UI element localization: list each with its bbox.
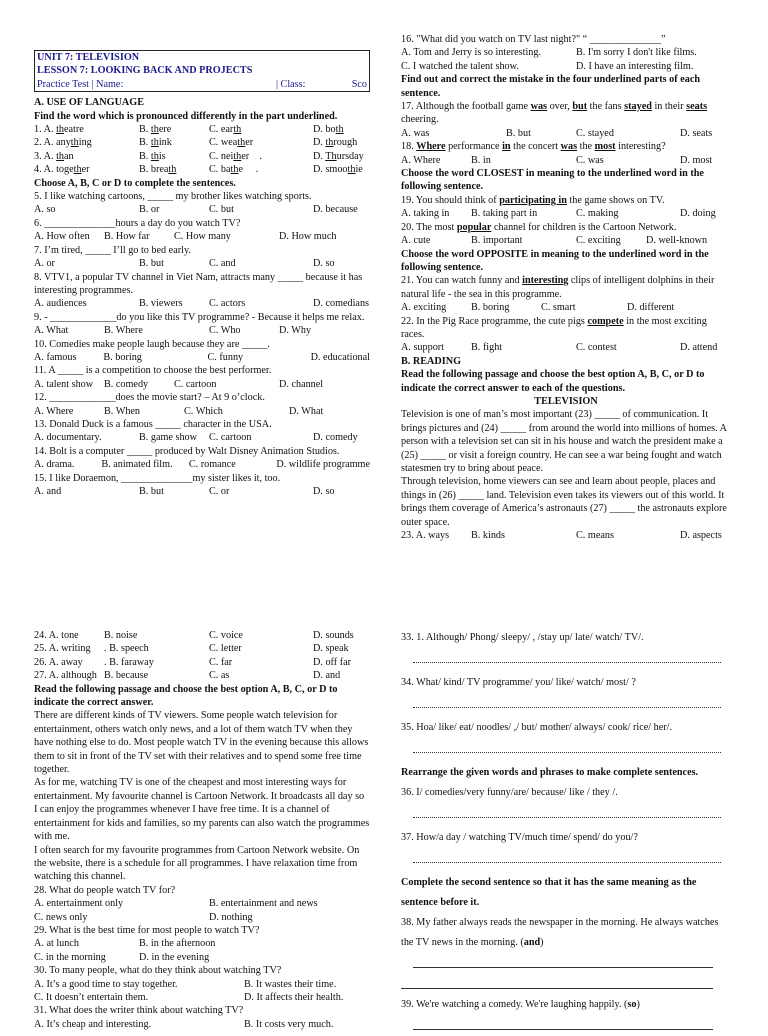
unit-title: UNIT 7: TELEVISION: [37, 52, 140, 63]
option-b[interactable]: B. taking part in: [471, 208, 538, 220]
option-d[interactable]: D. How much: [279, 231, 337, 243]
option-b[interactable]: B. viewers: [139, 298, 183, 310]
option-c[interactable]: C. neither .: [209, 150, 262, 162]
q30-opts-1: [34, 978, 370, 991]
q22-opts: [401, 341, 731, 354]
option-c[interactable]: C. funny: [207, 351, 244, 363]
option-d[interactable]: D. Why: [279, 325, 312, 337]
cloze-options: [34, 629, 370, 683]
question-stem: 10. Comedies make people laugh because they are _____.: [34, 338, 270, 350]
passage-paragraph-2: Through television, home viewers can see and learn about people, places and things in (26) _____ land. Television even takes its viewers out of this world. It brings them coverage of America’s astronauts (27) _____ the astronauts explore outer space.: [401, 476, 727, 528]
option-a[interactable]: A. entertainment only: [34, 898, 124, 910]
cloze-question-options: [34, 642, 370, 655]
option-a[interactable]: A. support: [401, 342, 445, 354]
option-b[interactable]: B. kinds: [471, 530, 505, 542]
option-a[interactable]: 23. A. ways: [401, 530, 450, 542]
option-a[interactable]: A. documentary.: [34, 432, 102, 444]
option-b[interactable]: B. It costs very much.: [244, 1018, 334, 1030]
q29-opts-1: [34, 937, 370, 950]
option-a[interactable]: 4. A. together: [34, 164, 90, 176]
question-2: [34, 136, 370, 149]
option-c[interactable]: C. earth: [209, 124, 242, 136]
question-stem: 5. I like watching cartoons, _____ my brother likes watching sports.: [34, 191, 312, 203]
question-stem: 6. ______________hours a day do you watch TV?: [34, 217, 241, 229]
q17-stem: 17. Although the football game was over, but the fans stayed in their seats cheering.: [401, 101, 708, 126]
option-c[interactable]: C. news only: [34, 911, 88, 923]
column-3: [34, 629, 370, 1031]
pronunciation-questions: [34, 123, 370, 177]
option-d[interactable]: D. I have an interesting film.: [576, 60, 694, 72]
q18-stem: 18. Where performance in the concert was the most interesting?: [401, 141, 666, 153]
option-c[interactable]: C. as: [209, 670, 230, 682]
option-a[interactable]: A. How often: [34, 231, 90, 243]
mistake-instruction: Find out and correct the mistake in the four underlined parts of each sentence.: [401, 74, 701, 99]
option-c[interactable]: C. smart: [541, 302, 576, 314]
option-a[interactable]: A. or: [34, 258, 55, 270]
option-d[interactable]: D. educational: [310, 351, 370, 363]
option-c[interactable]: C. actors: [209, 298, 246, 310]
option-b[interactable]: B. important: [471, 235, 523, 247]
option-a[interactable]: A. Tom and Jerry is so interesting.: [401, 47, 542, 59]
question-options: [34, 431, 370, 444]
passage2-paragraph-1: There are different kinds of TV viewers. Some people watch television for entertainment, others watch only news, and a lot of them watch TV when they have nothing else to do. Most people watch TV in the evening because this allows them to sit in front of the TV set with their relatives and to spend some free time together.: [34, 710, 369, 776]
reading-instruction: Read the following passage and choose the best option A, B, C, or D to indicate the correct answer to each of the questions.: [401, 369, 705, 394]
option-a[interactable]: A. taking in: [401, 208, 450, 220]
mc-instruction: Choose A, B, C or D to complete the sentences.: [34, 177, 236, 189]
option-b[interactable]: B. It wastes their time.: [244, 978, 337, 990]
option-d[interactable]: D. different: [627, 302, 675, 314]
option-d[interactable]: D. sounds: [313, 630, 354, 641]
option-b[interactable]: B. comedy: [104, 378, 149, 390]
q20-opts: [401, 234, 731, 247]
question-options: [34, 324, 370, 337]
closest-instruction: Choose the word CLOSEST in meaning to the underlined word in the following sentence.: [401, 168, 704, 193]
option-b[interactable]: . B. faraway: [104, 656, 154, 668]
option-d[interactable]: D. in the evening: [139, 951, 210, 963]
option-a[interactable]: 26. A. away: [34, 656, 83, 668]
column-4: [401, 628, 731, 1036]
option-b[interactable]: . B. speech: [104, 643, 149, 655]
q33-prompt: 33. 1. Although/ Phong/ sleepy/ , /stay up/ late/ watch/ TV/.: [401, 632, 644, 643]
option-c[interactable]: C. romance: [188, 459, 236, 471]
option-a[interactable]: A. audiences: [34, 298, 87, 310]
option-d[interactable]: D. and: [313, 670, 341, 682]
option-a[interactable]: A. talent show: [34, 378, 94, 390]
passage2-paragraph-3: I often search for my favourite programmes from Cartoon Network website. On the website, there is a schedule for all programmes. I have relaxation time from watching this channel.: [34, 844, 360, 883]
q20-stem: 20. The most popular channel for children is the Cartoon Network.: [401, 221, 677, 233]
question-options: [34, 458, 370, 471]
answer-line-39[interactable]: [413, 1015, 713, 1030]
option-d[interactable]: D. doing: [680, 208, 716, 220]
option-d[interactable]: D. so: [313, 258, 335, 270]
lesson-title: LESSON 7: LOOKING BACK AND PROJECTS: [37, 65, 253, 77]
answer-line-38a[interactable]: [413, 953, 713, 968]
option-b[interactable]: B. but: [506, 127, 531, 139]
option-b[interactable]: B. How far: [104, 231, 150, 243]
option-d[interactable]: D. most: [680, 154, 713, 166]
option-d[interactable]: D. through: [313, 137, 358, 149]
q37-prompt: 37. How/a day / watching TV/much time/ spend/ do you/?: [401, 832, 638, 843]
option-b[interactable]: B. think: [139, 137, 172, 149]
question-options: [34, 230, 370, 243]
question-options: [34, 203, 370, 216]
option-c[interactable]: C. How many: [174, 231, 231, 243]
option-c[interactable]: C. It doesn’t entertain them.: [34, 991, 149, 1003]
option-d[interactable]: D. comedians: [313, 298, 370, 310]
option-b[interactable]: B. but: [139, 486, 164, 497]
option-c[interactable]: C. stayed: [576, 127, 614, 139]
option-c[interactable]: C. means: [576, 530, 614, 542]
option-c[interactable]: C. contest: [576, 342, 617, 354]
question-options: [34, 297, 370, 310]
question-stem: 14. Bolt is a computer _____ produced by Walt Disney Animation Studios.: [34, 445, 340, 457]
passage2-paragraph-2: As for me, watching TV is one of the cheapest and most interesting ways for entertainment. My favourite channel is Cartoon Network. It broadcasts all day so I can enjoy the programmes whenever I have free time. It is a channel of entertainment for kids and families, so my parents can also watch the programmes with me.: [34, 777, 370, 843]
option-c[interactable]: C. in the morning: [34, 951, 106, 963]
option-d[interactable]: D. both: [313, 124, 344, 136]
option-d[interactable]: D. comedy: [313, 432, 358, 444]
option-a[interactable]: 2. A. anything: [34, 137, 92, 149]
q16-opts-1: [401, 46, 731, 59]
option-d[interactable]: D. attend: [680, 342, 718, 354]
complete-instruction: Complete the second sentence so that it has the same meaning as the sentence before it.: [401, 877, 697, 908]
option-d[interactable]: D. smoothie: [313, 164, 363, 176]
option-b[interactable]: B. Where: [104, 325, 143, 337]
option-b[interactable]: B. boring: [471, 302, 510, 314]
answer-line-35[interactable]: [413, 738, 721, 753]
q16-opts-2: [401, 60, 731, 73]
option-b[interactable]: B. When: [104, 405, 141, 417]
q21-opts: [401, 301, 731, 314]
question-stem: 8. VTV1, a popular TV channel in Viet Nam, attracts many _____ because it has interesting programmes.: [34, 271, 363, 296]
option-c[interactable]: C. making: [576, 208, 619, 220]
option-a[interactable]: A. drama.: [34, 459, 75, 471]
answer-line-36[interactable]: [413, 803, 721, 818]
option-a[interactable]: 25. A. writing: [34, 643, 91, 655]
question-stem: 13. Donald Duck is a famous _____ character in the USA.: [34, 418, 272, 430]
option-c[interactable]: C. Who: [209, 325, 241, 337]
cloze-question-options: [34, 656, 370, 669]
question-options: [34, 485, 370, 498]
option-b[interactable]: B. entertainment and news: [209, 898, 318, 910]
option-d[interactable]: D. seats: [680, 127, 713, 139]
pronunciation-instruction: Find the word which is pronounced differently in the part underlined.: [34, 110, 338, 122]
opposite-instruction: Choose the word OPPOSITE in meaning to the underlined word in the following sentence.: [401, 248, 709, 273]
q21-stem: 21. You can watch funny and interesting clips of intelligent dolphins in their natural life - the sea in this programme.: [401, 275, 715, 300]
option-b[interactable]: B. this: [139, 150, 166, 162]
q28-opts-2: [34, 911, 370, 924]
option-b[interactable]: B. there: [139, 124, 172, 136]
option-a[interactable]: A. so: [34, 204, 56, 216]
q29-opts-2: [34, 951, 370, 964]
option-c[interactable]: C. voice: [209, 630, 243, 641]
option-c[interactable]: C. exciting: [576, 235, 621, 247]
option-a[interactable]: A. Where: [401, 154, 441, 166]
option-c[interactable]: C. I watched the talent show.: [401, 60, 519, 72]
q23-opts: [401, 529, 731, 542]
option-a[interactable]: A. Where: [34, 405, 74, 417]
option-a[interactable]: A. famous: [34, 351, 77, 363]
q22-stem: 22. In the Pig Race programme, the cute pigs compete in the most exciting races.: [401, 315, 707, 340]
option-b[interactable]: B. noise: [104, 630, 138, 641]
option-c[interactable]: C. weather: [209, 137, 254, 149]
option-d[interactable]: D. nothing: [209, 911, 253, 923]
option-a[interactable]: A. It’s a good time to stay together.: [34, 978, 178, 990]
option-b[interactable]: B. I'm sorry I don't like films.: [576, 47, 697, 59]
option-b[interactable]: B. or: [139, 204, 160, 216]
option-d[interactable]: D. What: [289, 405, 324, 417]
option-c[interactable]: C. or: [209, 486, 230, 497]
q39-prompt: 39. We're watching a comedy. We're laughing happily. (so): [401, 999, 640, 1010]
rearrange-instruction: Rearrange the given words and phrases to make complete sentences.: [401, 767, 699, 778]
column-1: [34, 50, 370, 498]
header-box: [34, 50, 370, 92]
option-d[interactable]: D. It affects their health.: [244, 991, 344, 1003]
question-options: [34, 405, 370, 418]
q18-opts: [401, 154, 731, 167]
q19-opts: [401, 207, 731, 220]
option-c[interactable]: C. was: [576, 154, 604, 166]
option-a[interactable]: A. was: [401, 127, 430, 139]
answer-line-34[interactable]: [413, 693, 721, 708]
question-1: [34, 123, 370, 136]
option-b[interactable]: B. game show: [139, 432, 198, 444]
option-d[interactable]: D. so: [313, 486, 335, 497]
cloze-question-options: [34, 629, 370, 642]
option-b[interactable]: B. breath: [139, 164, 177, 176]
option-a[interactable]: 24. A. tone: [34, 630, 79, 641]
option-c[interactable]: C. but: [209, 204, 234, 216]
question-stem: 15. I like Doraemon, ______________my sister likes it, too.: [34, 472, 281, 484]
question-3: [34, 150, 370, 163]
option-d[interactable]: D. wildlife programme: [276, 459, 370, 471]
q31-stem: 31. What does the writer think about watching TV?: [34, 1005, 244, 1017]
option-b[interactable]: B. in the afternoon: [139, 938, 216, 950]
mc-questions: [34, 190, 370, 498]
option-d[interactable]: D. off far: [313, 656, 351, 668]
answer-line-33[interactable]: [413, 648, 721, 663]
question-stem: 7. I’m tired, _____ I’ll go to bed early.: [34, 244, 191, 256]
question-options: [34, 351, 370, 364]
class-field-label: | Class:: [275, 78, 306, 90]
option-a[interactable]: A. cute: [401, 235, 431, 247]
option-c[interactable]: C. bathe .: [209, 164, 259, 176]
passage-title: TELEVISION: [534, 395, 598, 407]
option-a[interactable]: A. exciting: [401, 302, 447, 314]
q30-opts-2: [34, 991, 370, 1004]
q19-stem: 19. You should think of participating in the game shows on TV.: [401, 194, 665, 206]
answer-line-38b[interactable]: [401, 974, 713, 989]
option-a[interactable]: 3. A. than: [34, 150, 74, 162]
name-class-row: [37, 78, 367, 91]
option-c[interactable]: C. cartoon: [174, 378, 217, 390]
question-options: [34, 257, 370, 270]
option-d[interactable]: D. aspects: [680, 530, 722, 542]
name-field-label: Practice Test | Name:: [37, 78, 124, 90]
reading2-instruction: Read the following passage and choose the best option A, B, C, or D to indicate the correct answer.: [34, 683, 338, 709]
option-a[interactable]: A. and: [34, 486, 62, 497]
option-a[interactable]: A. What: [34, 325, 69, 337]
q31-opts: [34, 1018, 370, 1031]
q34-prompt: 34. What/ kind/ TV programme/ you/ like/ watch/ most/ ?: [401, 677, 636, 688]
option-c[interactable]: C. cartoon: [209, 432, 252, 444]
score-field-label: Sco: [351, 78, 367, 90]
option-c[interactable]: C. far: [209, 656, 233, 668]
section-a-title: A. USE OF LANGUAGE: [34, 97, 144, 109]
cloze-question-options: [34, 669, 370, 682]
q17-opts: [401, 127, 731, 140]
option-d[interactable]: D. speak: [313, 643, 349, 655]
question-options: [34, 378, 370, 391]
q30-stem: 30. To many people, what do they think about watching TV?: [34, 965, 282, 977]
option-d[interactable]: D. Thursday: [313, 150, 364, 162]
option-b[interactable]: B. fight: [471, 342, 503, 354]
option-d[interactable]: D. channel: [279, 378, 324, 390]
option-a[interactable]: A. It’s cheap and interesting.: [34, 1018, 152, 1030]
q35-prompt: 35. Hoa/ like/ eat/ noodles/ ,/ but/ mother/ always/ cook/ rice/ her/.: [401, 722, 673, 733]
option-c[interactable]: C. and: [209, 258, 236, 270]
option-c[interactable]: C. letter: [209, 643, 242, 655]
option-a[interactable]: 1. A. theatre: [34, 124, 84, 136]
question-4: [34, 163, 370, 176]
question-stem: 11. A _____ is a competition to choose the best performer.: [34, 365, 272, 377]
q16-stem: 16. "What did you watch on TV last night?" “ ______________”: [401, 34, 666, 45]
q28-stem: 28. What do people watch TV for?: [34, 884, 176, 896]
question-stem: 9. - _____________do you like this TV programme? - Because it helps me relax.: [34, 311, 365, 323]
option-c[interactable]: C. Which: [184, 405, 223, 417]
option-b[interactable]: B. animated film.: [101, 459, 173, 471]
answer-line-37[interactable]: [413, 848, 721, 863]
q38-prompt: 38. My father always reads the newspaper in the morning. He always watches the TV news in the morning. (and): [401, 917, 719, 948]
option-a[interactable]: A. at lunch: [34, 938, 79, 950]
q28-opts-1: [34, 897, 370, 910]
option-a[interactable]: 27. A. although: [34, 670, 97, 682]
option-b[interactable]: B. boring: [103, 351, 142, 363]
passage-paragraph-1: Television is one of man’s most important (23) _____ of communication. It brings pictures and (24) _____ from around the world into millions of homes. A person with a television set can sit in his house and watch the president make a (25) _____ or visit a foreign country. He can see a war being fought and watch statesmen try to bring about peace.: [401, 409, 727, 474]
q29-stem: 29. What is the best time for most people to watch TV?: [34, 924, 260, 936]
q36-prompt: 36. I/ comedies/very funny/are/ because/ like / they /.: [401, 787, 618, 798]
option-d[interactable]: D. well-known: [646, 235, 708, 247]
option-d[interactable]: D. because: [313, 204, 358, 216]
option-b[interactable]: B. because: [104, 670, 149, 682]
reading-title: B. READING: [401, 355, 462, 367]
question-stem: 12. _____________does the movie start? – At 9 o’clock.: [34, 392, 265, 404]
column-2: [401, 33, 731, 542]
option-b[interactable]: B. but: [139, 258, 164, 270]
option-b[interactable]: B. in: [471, 154, 491, 166]
